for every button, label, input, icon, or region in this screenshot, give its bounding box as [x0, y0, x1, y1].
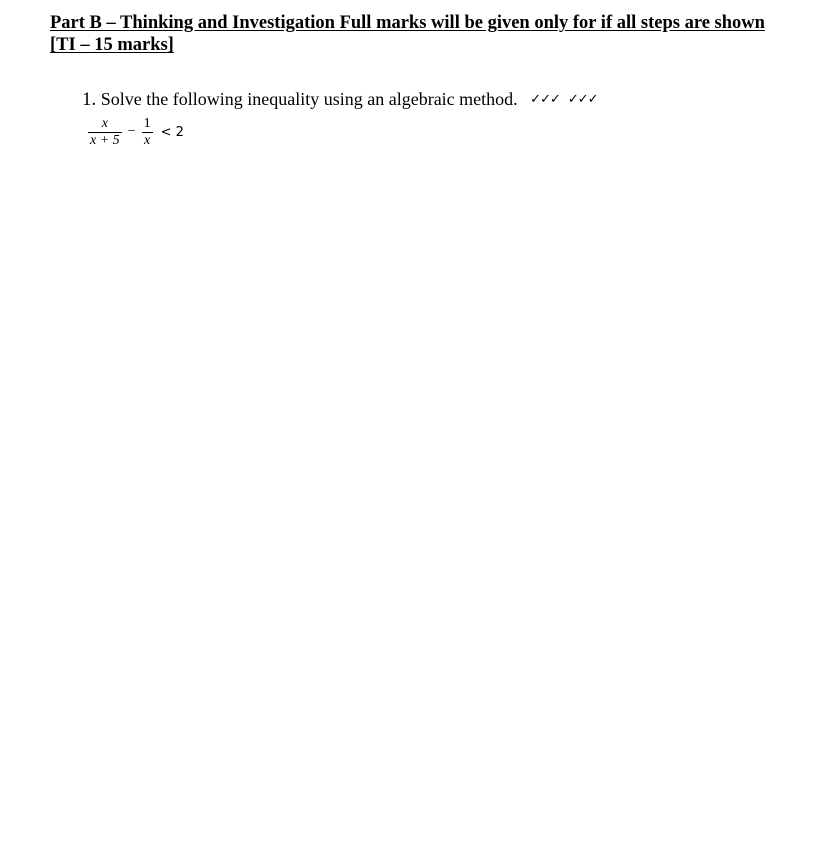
checkmark-icon-group-1: ✓✓✓	[530, 92, 560, 107]
fraction-2-denominator: x	[143, 132, 151, 148]
checkmark-icon-group-2: ✓✓✓	[567, 92, 598, 107]
checkmark-marks	[530, 88, 597, 112]
question-text: Solve the following inequality using an algebraic method.	[96, 89, 518, 109]
fraction-x-over-x-plus-5	[88, 116, 122, 149]
inequality-relation: < 2	[160, 124, 184, 140]
fraction-1-numerator: x	[101, 115, 108, 131]
inequality-expression	[88, 112, 184, 152]
section-heading-line1: Part B – Thinking and Investigation Full marks will be given only for if all steps are shown	[50, 13, 765, 33]
fraction-1-over-x	[142, 116, 153, 149]
section-heading-line2: [TI – 15 marks]	[50, 35, 174, 55]
question-1	[82, 87, 598, 112]
fraction-1-denominator: x + 5	[90, 132, 120, 148]
section-heading	[50, 12, 798, 56]
fraction-2-numerator: 1	[143, 115, 151, 131]
minus-sign: −	[127, 124, 136, 139]
question-number: 1.	[82, 89, 97, 110]
